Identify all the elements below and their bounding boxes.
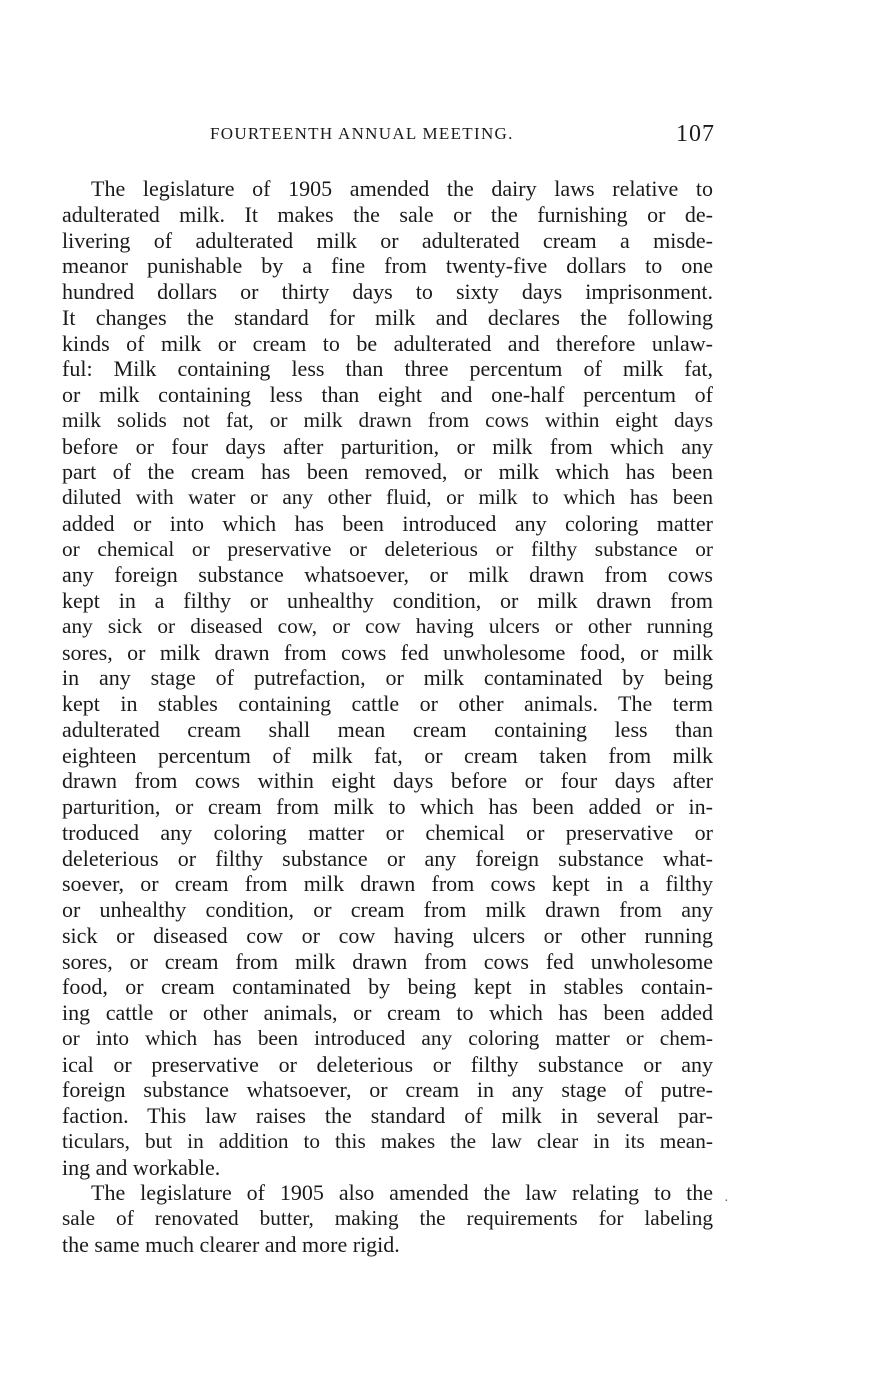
text-line: milk solids not fat, or milk drawn from cows within eight days — [62, 407, 713, 432]
text-line: sores, or cream from milk drawn from cows fed unwholesome — [62, 948, 713, 974]
page-number: 107 — [676, 121, 715, 147]
text-line: foreign substance whatsoever, or cream in any stage of putre- — [62, 1077, 713, 1103]
text-line: troduced any coloring matter or chemical or preservative or — [62, 819, 713, 845]
text-line: diluted with water or any other fluid, or milk to which has been — [62, 485, 713, 509]
text-line: the same much clearer and more rigid. — [62, 1231, 400, 1257]
text-line: soever, or cream from milk drawn from cows kept in a filthy — [62, 871, 713, 897]
text-line: kinds of milk or cream to be adulterated and therefore unlaw- — [62, 330, 713, 356]
text-line: in any stage of putrefaction, or milk contaminated by being — [62, 665, 713, 691]
text-line: added or into which has been introduced any coloring matter — [62, 510, 713, 536]
text-line: drawn from cows within eight days before or four days after — [62, 768, 713, 794]
text-line: or milk containing less than eight and one-half percentum of — [62, 382, 713, 407]
text-line: or chemical or preservative or deleterious or filthy substance or — [62, 536, 713, 561]
text-line: sale of renovated butter, making the requirements for labeling — [62, 1206, 713, 1230]
paragraph-dairy-laws — [62, 176, 713, 1180]
running-head: FOURTEENTH ANNUAL MEETING. — [210, 124, 514, 143]
text-line: ticulars, but in addition to this makes the law clear in its mean- — [62, 1128, 713, 1153]
margin-mark: · — [724, 1194, 729, 1209]
text-line: meanor punishable by a fine from twenty-five dollars to one — [62, 253, 713, 279]
text-line: adulterated cream shall mean cream containing less than — [62, 716, 713, 742]
text-line: ing cattle or other animals, or cream to which has been added — [62, 1000, 713, 1025]
text-line: eighteen percentum of milk fat, or cream taken from milk — [62, 742, 713, 768]
text-line: sores, or milk drawn from cows fed unwholesome food, or milk — [62, 639, 713, 665]
text-line: livering of adulterated milk or adulterated cream a misde- — [62, 227, 713, 253]
text-line: hundred dollars or thirty days to sixty days imprisonment. — [62, 279, 713, 304]
body-text — [62, 176, 713, 1258]
text-line: ful: Milk containing less than three percentum of milk fat, — [62, 356, 713, 382]
text-line: any foreign substance whatsoever, or milk drawn from cows — [62, 562, 713, 588]
text-line: parturition, or cream from milk to which has been added or in- — [62, 794, 713, 819]
text-line: kept in a filthy or unhealthy condition, or milk drawn from — [62, 588, 713, 613]
text-line: ical or preservative or deleterious or filthy substance or any — [62, 1051, 713, 1077]
text-line: food, or cream contaminated by being kept in stables contain- — [62, 974, 713, 1000]
paragraph-renovated-butter — [62, 1180, 713, 1257]
text-line: sick or diseased cow or cow having ulcers or other running — [62, 922, 713, 948]
text-line: faction. This law raises the standard of milk in several par- — [62, 1103, 713, 1128]
text-line: kept in stables containing cattle or other animals. The term — [62, 691, 713, 716]
text-line: any sick or diseased cow, or cow having ulcers or other running — [62, 613, 713, 638]
text-line: or into which has been introduced any coloring matter or chem- — [62, 1025, 713, 1050]
text-line: ing and workable. — [62, 1154, 221, 1180]
text-line: deleterious or filthy substance or any foreign substance what- — [62, 845, 713, 871]
text-line: before or four days after parturition, or milk from which any — [62, 433, 713, 459]
text-line: The legislature of 1905 also amended the law relating to the — [91, 1180, 713, 1206]
text-line: part of the cream has been removed, or milk which has been — [62, 459, 713, 485]
text-line: or unhealthy condition, or cream from milk drawn from any — [62, 897, 713, 922]
text-line: adulterated milk. It makes the sale or the furnishing or de- — [62, 201, 713, 227]
text-line: The legislature of 1905 amended the dairy laws relative to — [91, 176, 713, 201]
text-line: It changes the standard for milk and declares the following — [62, 304, 713, 330]
